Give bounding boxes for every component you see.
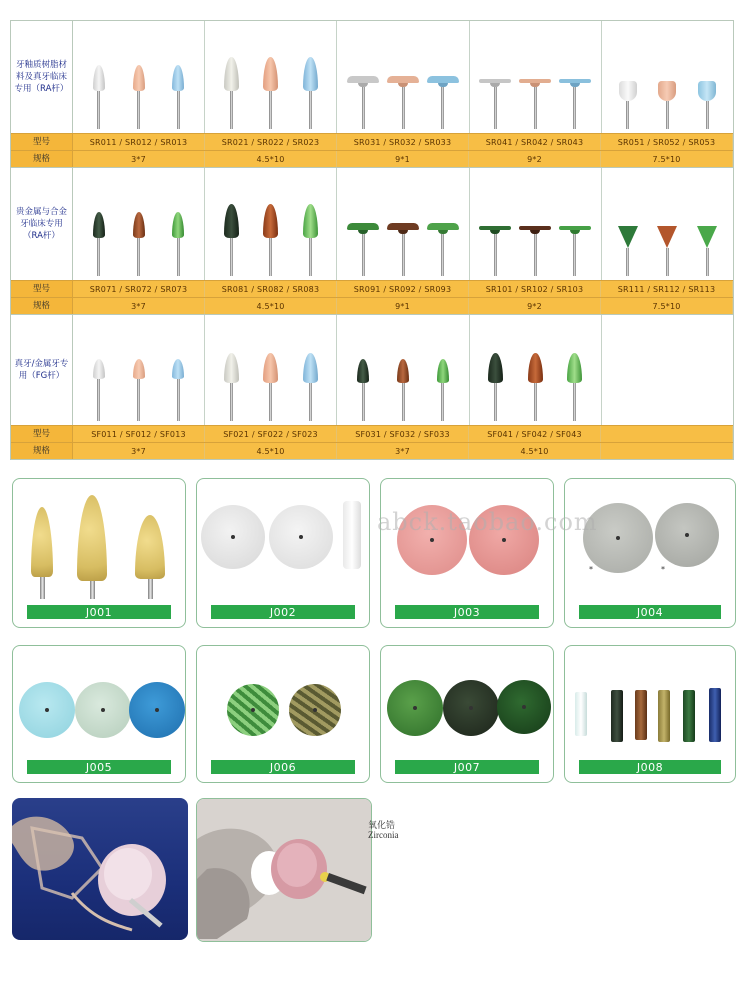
model-cell: SF031 / SF032 / SF033 — [337, 426, 469, 442]
watermark: abck.taobao.com — [377, 508, 598, 536]
product-image-sr091 — [337, 168, 469, 280]
rod-image — [683, 690, 695, 742]
disc-image — [269, 505, 333, 569]
model-cell: SR031 / SR032 / SR033 — [337, 134, 469, 150]
product-image-sr101 — [470, 168, 602, 280]
rod-image — [635, 690, 647, 740]
spec-label: 规格 — [11, 151, 73, 167]
product-code-label: J008 — [579, 760, 721, 774]
product-image-sf021 — [205, 315, 337, 425]
disc-image — [75, 682, 131, 738]
model-cell: SR021 / SR022 / SR023 — [205, 134, 337, 150]
spec-cell: 9*1 — [337, 298, 469, 314]
model-cell: SF021 / SF022 / SF023 — [205, 426, 337, 442]
spec-cell: 9*2 — [469, 298, 601, 314]
model-cell: SR041 / SR042 / SR043 — [469, 134, 601, 150]
section-label: 贵金属与合金牙临床专用（RA杆） — [11, 168, 73, 280]
cone-polisher-image — [77, 495, 107, 599]
disc-image — [655, 503, 719, 567]
model-cell: SR081 / SR082 / SR083 — [205, 281, 337, 297]
product-image-sr011 — [73, 21, 205, 133]
model-cell: SR091 / SR092 / SR093 — [337, 281, 469, 297]
product-code-label: J006 — [211, 760, 355, 774]
product-code-label: J003 — [395, 605, 539, 619]
model-cell: SR011 / SR012 / SR013 — [73, 134, 205, 150]
spec-cell: 7.5*10 — [601, 151, 733, 167]
spec-cell: 3*7 — [337, 443, 469, 459]
product-image-sr021 — [205, 21, 337, 133]
model-cell: SR111 / SR112 / SR113 — [601, 281, 733, 297]
model-cell: SR071 / SR072 / SR073 — [73, 281, 205, 297]
product-card-j002 — [196, 478, 370, 628]
rod-image — [709, 688, 721, 742]
disc-image — [497, 680, 551, 734]
product-code-label: J001 — [27, 605, 171, 619]
product-image-sr051 — [602, 21, 733, 133]
cone-polisher-image — [31, 507, 53, 599]
product-card-j008 — [564, 645, 736, 783]
product-spec-table — [10, 20, 734, 460]
product-code-label: J005 — [27, 760, 171, 774]
model-cell — [601, 426, 733, 442]
asterisk-mark: * — [661, 565, 665, 574]
product-card-j007 — [380, 645, 554, 783]
product-image-sr041 — [470, 21, 602, 133]
disc-image — [201, 505, 265, 569]
product-image-sr031 — [337, 21, 469, 133]
spec-label: 规格 — [11, 298, 73, 314]
product-card-j003 — [380, 478, 554, 628]
product-image-sf031 — [337, 315, 469, 425]
model-label: 型号 — [11, 426, 73, 442]
spec-label: 规格 — [11, 443, 73, 459]
product-code-label: J002 — [211, 605, 355, 619]
disc-image — [227, 684, 279, 736]
spec-cell: 7.5*10 — [601, 298, 733, 314]
product-code-label: J004 — [579, 605, 721, 619]
product-image-sr071 — [73, 168, 205, 280]
model-cell: SR101 / SR102 / SR103 — [469, 281, 601, 297]
spec-cell: 4.5*10 — [205, 298, 337, 314]
product-card-j004 — [564, 478, 736, 628]
rod-image — [658, 690, 670, 742]
asterisk-mark: * — [589, 565, 593, 574]
product-card-j006 — [196, 645, 370, 783]
rod-image — [575, 692, 587, 736]
product-image-sr111 — [602, 168, 733, 280]
model-cell: SF011 / SF012 / SF013 — [73, 426, 205, 442]
spec-cell — [601, 443, 733, 459]
model-cell: SR051 / SR052 / SR053 — [601, 134, 733, 150]
product-card-j005 — [12, 645, 186, 783]
spec-cell: 4.5*10 — [205, 151, 337, 167]
caption-english: Zirconia — [368, 830, 399, 840]
spec-cell: 3*7 — [73, 298, 205, 314]
disc-image — [443, 680, 499, 736]
cylinder-image — [343, 501, 361, 569]
section-label: 真牙/金属牙专用（FG杆） — [11, 315, 73, 425]
section-label: 牙釉质树脂材料及真牙临床专用（RA杆） — [11, 21, 73, 133]
product-image-sr081 — [205, 168, 337, 280]
rod-image — [611, 690, 623, 742]
empty-cell — [602, 315, 733, 425]
table-section-3 — [10, 314, 734, 460]
model-label: 型号 — [11, 281, 73, 297]
spec-cell: 4.5*10 — [469, 443, 601, 459]
spec-cell: 3*7 — [73, 443, 205, 459]
caption-chinese: 氧化锆 — [368, 821, 396, 831]
product-card-j001 — [12, 478, 186, 628]
product-image-sf041 — [470, 315, 602, 425]
disc-image — [129, 682, 185, 738]
product-image-sf011 — [73, 315, 205, 425]
table-section-1 — [10, 20, 734, 167]
cone-polisher-image — [135, 515, 165, 599]
disc-image — [387, 680, 443, 736]
disc-image — [289, 684, 341, 736]
polishing-demo-photo — [12, 798, 188, 940]
table-section-2 — [10, 167, 734, 314]
spec-cell: 3*7 — [73, 151, 205, 167]
product-code-label: J007 — [395, 760, 539, 774]
model-cell: SF041 / SF042 / SF043 — [469, 426, 601, 442]
spec-cell: 4.5*10 — [205, 443, 337, 459]
spec-cell: 9*1 — [337, 151, 469, 167]
zirconia-demo-photo — [196, 798, 372, 942]
spec-cell: 9*2 — [469, 151, 601, 167]
disc-image — [19, 682, 75, 738]
model-label: 型号 — [11, 134, 73, 150]
